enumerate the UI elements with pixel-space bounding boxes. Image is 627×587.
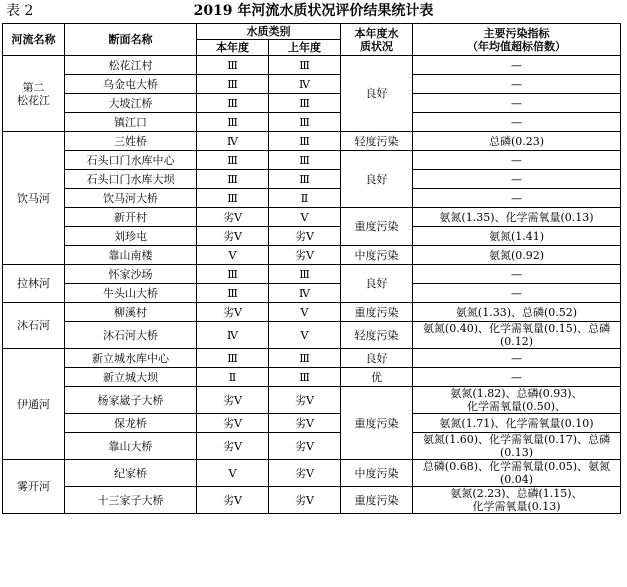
pollutant-cell: — <box>413 75 621 94</box>
last-year-class: 劣Ⅴ <box>269 414 341 433</box>
section-name: 靠山大桥 <box>65 433 197 460</box>
pollutant-cell: — <box>413 284 621 303</box>
table-row <box>3 414 621 433</box>
pollutant-line1: 总磷(0.68)、化学需氧量(0.05)、氨氮 <box>422 460 611 473</box>
table-row <box>3 460 621 487</box>
pollutant-cell: — <box>413 56 621 75</box>
river-name-line2: 松花江 <box>17 93 50 107</box>
this-year-class: 劣Ⅴ <box>197 227 269 246</box>
table-row <box>3 368 621 387</box>
pollutant-cell: 总磷(0.23) <box>413 132 621 151</box>
this-year-class: Ⅲ <box>197 56 269 75</box>
section-name: 新立城大坝 <box>65 368 197 387</box>
table-row <box>3 113 621 132</box>
last-year-class: Ⅳ <box>269 75 341 94</box>
table-row <box>3 94 621 113</box>
table-row <box>3 303 621 322</box>
last-year-class: Ⅳ <box>269 284 341 303</box>
header-class-group: 水质类别 <box>197 24 341 40</box>
section-name: 大坡江桥 <box>65 94 197 113</box>
pollutant-cell: 氨氮(1.35)、化学需氧量(0.13) <box>413 208 621 227</box>
pollutant-line1: 氨氮(0.40)、化学需氧量(0.15)、总磷 <box>422 322 611 335</box>
last-year-class: 劣Ⅴ <box>269 487 341 514</box>
table-row <box>3 170 621 189</box>
pollutant-cell <box>413 322 621 349</box>
header-row <box>3 24 621 40</box>
section-name: 乌金屯大桥 <box>65 75 197 94</box>
last-year-class: Ⅲ <box>269 170 341 189</box>
last-year-class: Ⅲ <box>269 56 341 75</box>
table-row <box>3 387 621 414</box>
status-cell: 轻度污染 <box>341 322 413 349</box>
section-name: 怀家沙场 <box>65 265 197 284</box>
table-row <box>3 349 621 368</box>
status-cell: 重度污染 <box>341 303 413 322</box>
table-row <box>3 132 621 151</box>
pollutant-line1: 氨氮(1.82)、总磷(0.93)、 <box>450 387 583 400</box>
status-cell: 重度污染 <box>341 208 413 246</box>
section-name: 三姓桥 <box>65 132 197 151</box>
table-row <box>3 227 621 246</box>
last-year-class: 劣Ⅴ <box>269 387 341 414</box>
pollutant-line2: 化学需氧量(0.50)、 <box>466 400 567 413</box>
status-cell: 良好 <box>341 56 413 132</box>
pollutant-line2: (0.13) <box>499 446 534 459</box>
section-name: 纪家桥 <box>65 460 197 487</box>
table-row <box>3 433 621 460</box>
river-cell: 伊通河 <box>3 349 65 460</box>
pollutant-cell: — <box>413 94 621 113</box>
pollutant-cell: 氨氮(1.71)、化学需氧量(0.10) <box>413 414 621 433</box>
river-cell: 沐石河 <box>3 303 65 349</box>
section-name: 靠山南楼 <box>65 246 197 265</box>
pollutant-cell <box>413 387 621 414</box>
river-cell <box>3 56 65 132</box>
pollutant-line1: 氨氮(2.23)、总磷(1.15)、 <box>450 487 583 500</box>
this-year-class: Ⅳ <box>197 322 269 349</box>
river-cell: 拉林河 <box>3 265 65 303</box>
last-year-class: Ⅲ <box>269 94 341 113</box>
pollutant-cell <box>413 487 621 514</box>
section-name: 石头口门水库大坝 <box>65 170 197 189</box>
status-cell: 良好 <box>341 265 413 303</box>
table-row <box>3 189 621 208</box>
header-status <box>341 24 413 56</box>
header-section: 断面名称 <box>65 24 197 56</box>
section-name: 刘珍屯 <box>65 227 197 246</box>
pollutant-cell: — <box>413 349 621 368</box>
header-status-line2: 质状况 <box>360 39 393 53</box>
section-name: 杨家崴子大桥 <box>65 387 197 414</box>
status-cell: 重度污染 <box>341 387 413 460</box>
status-cell: 中度污染 <box>341 460 413 487</box>
this-year-class: Ⅲ <box>197 284 269 303</box>
river-cell: 雾开河 <box>3 460 65 514</box>
this-year-class: Ⅲ <box>197 170 269 189</box>
this-year-class: 劣Ⅴ <box>197 303 269 322</box>
pollutant-cell: — <box>413 151 621 170</box>
last-year-class: Ⅴ <box>269 303 341 322</box>
table-row <box>3 322 621 349</box>
water-quality-table <box>2 23 621 514</box>
table-row <box>3 487 621 514</box>
status-cell: 中度污染 <box>341 246 413 265</box>
section-name: 保龙桥 <box>65 414 197 433</box>
last-year-class: Ⅱ <box>269 189 341 208</box>
pollutant-line2: (0.12) <box>499 335 534 348</box>
last-year-class: Ⅲ <box>269 349 341 368</box>
this-year-class: Ⅲ <box>197 349 269 368</box>
last-year-class: 劣Ⅴ <box>269 433 341 460</box>
section-name: 沐石河大桥 <box>65 322 197 349</box>
status-cell: 良好 <box>341 349 413 368</box>
header-river: 河流名称 <box>3 24 65 56</box>
table-row <box>3 284 621 303</box>
last-year-class: Ⅴ <box>269 208 341 227</box>
this-year-class: Ⅲ <box>197 113 269 132</box>
this-year-class: Ⅳ <box>197 132 269 151</box>
section-name: 新立城水库中心 <box>65 349 197 368</box>
table-row <box>3 75 621 94</box>
this-year-class: Ⅲ <box>197 265 269 284</box>
this-year-class: Ⅴ <box>197 246 269 265</box>
river-cell: 饮马河 <box>3 132 65 265</box>
header-last-year: 上年度 <box>269 40 341 56</box>
table-row <box>3 265 621 284</box>
table-row <box>3 246 621 265</box>
status-cell: 轻度污染 <box>341 132 413 151</box>
this-year-class: Ⅲ <box>197 75 269 94</box>
last-year-class: 劣Ⅴ <box>269 227 341 246</box>
pollutant-cell: — <box>413 368 621 387</box>
header-pollutant <box>413 24 621 56</box>
last-year-class: 劣Ⅴ <box>269 460 341 487</box>
header-this-year: 本年度 <box>197 40 269 56</box>
table-row <box>3 151 621 170</box>
pollutant-line1: 氨氮(1.60)、化学需氧量(0.17)、总磷 <box>422 433 611 446</box>
section-name: 石头口门水库中心 <box>65 151 197 170</box>
this-year-class: Ⅴ <box>197 460 269 487</box>
table-row <box>3 208 621 227</box>
section-name: 饮马河大桥 <box>65 189 197 208</box>
section-name: 新开村 <box>65 208 197 227</box>
table-caption: 表 2 <box>6 3 34 19</box>
this-year-class: Ⅲ <box>197 189 269 208</box>
pollutant-cell: 氨氮(1.33)、总磷(0.52) <box>413 303 621 322</box>
pollutant-cell: — <box>413 189 621 208</box>
last-year-class: 劣Ⅴ <box>269 246 341 265</box>
this-year-class: 劣Ⅴ <box>197 487 269 514</box>
status-cell: 良好 <box>341 151 413 208</box>
this-year-class: 劣Ⅴ <box>197 208 269 227</box>
pollutant-cell: 氨氮(1.41) <box>413 227 621 246</box>
pollutant-cell: — <box>413 113 621 132</box>
river-name-line1: 第二 <box>22 80 45 94</box>
section-name: 牛头山大桥 <box>65 284 197 303</box>
pollutant-cell <box>413 460 621 487</box>
last-year-class: Ⅲ <box>269 265 341 284</box>
section-name: 柳溪村 <box>65 303 197 322</box>
this-year-class: 劣Ⅴ <box>197 414 269 433</box>
last-year-class: Ⅲ <box>269 113 341 132</box>
section-name: 松花江村 <box>65 56 197 75</box>
pollutant-cell: — <box>413 265 621 284</box>
status-cell: 重度污染 <box>341 487 413 514</box>
this-year-class: Ⅱ <box>197 368 269 387</box>
this-year-class: Ⅲ <box>197 94 269 113</box>
this-year-class: 劣Ⅴ <box>197 433 269 460</box>
this-year-class: Ⅲ <box>197 151 269 170</box>
header-status-line1: 本年度水 <box>354 26 399 40</box>
last-year-class: Ⅲ <box>269 132 341 151</box>
last-year-class: Ⅴ <box>269 322 341 349</box>
table-title: 2019 年河流水质状况评价结果统计表 <box>193 3 434 19</box>
table-row <box>3 56 621 75</box>
pollutant-line2: 化学需氧量(0.13) <box>472 500 561 513</box>
status-cell: 优 <box>341 368 413 387</box>
pollutant-cell: — <box>413 170 621 189</box>
header-pollutant-line1: 主要污染指标 <box>483 26 550 40</box>
pollutant-cell: 氨氮(0.92) <box>413 246 621 265</box>
last-year-class: Ⅲ <box>269 368 341 387</box>
section-name: 镇江口 <box>65 113 197 132</box>
pollutant-cell <box>413 433 621 460</box>
pollutant-line2: (0.04) <box>499 473 534 486</box>
section-name: 十三家子大桥 <box>65 487 197 514</box>
this-year-class: 劣Ⅴ <box>197 387 269 414</box>
header-pollutant-line2: （年均值超标倍数） <box>467 39 566 53</box>
last-year-class: Ⅲ <box>269 151 341 170</box>
